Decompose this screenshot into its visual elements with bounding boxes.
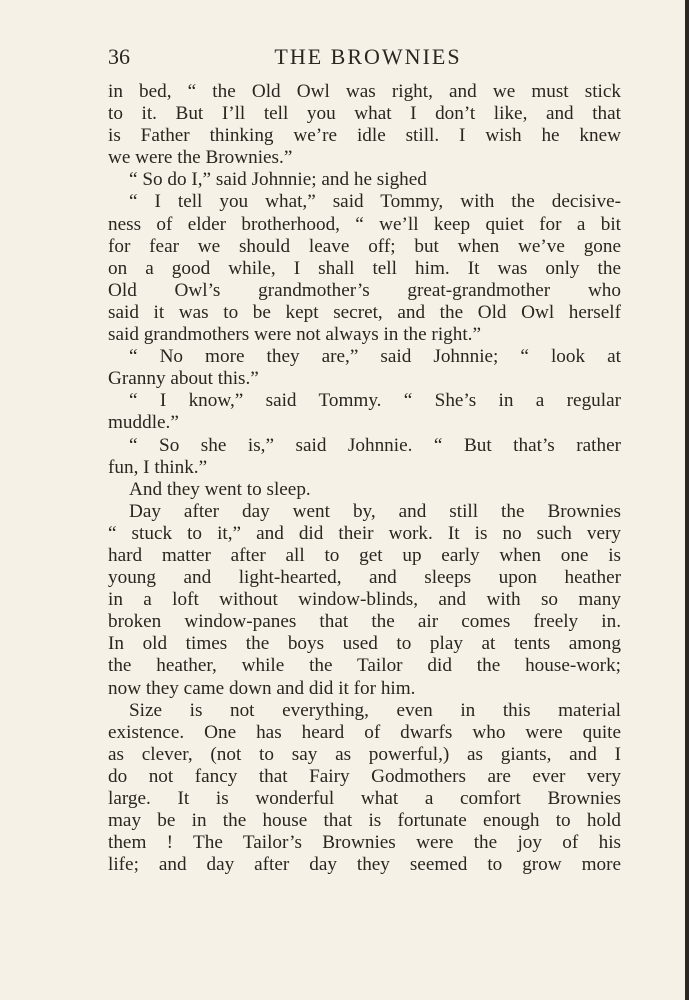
text-line: young and light-hearted, and sleeps upon heather <box>108 567 621 589</box>
text-line: them ! The Tailor’s Brownies were the joy of his <box>108 832 621 854</box>
page-header <box>108 42 628 72</box>
text-line: in a loft without window-blinds, and with so many <box>108 589 621 611</box>
text-line: do not fancy that Fairy Godmothers are ever very <box>108 765 621 787</box>
text-line: “ stuck to it,” and did their work. It is no such very <box>108 522 621 544</box>
text-line: Granny about this.” <box>108 368 259 390</box>
text-line: “ I know,” said Tommy. “ She’s in a regular <box>129 390 621 412</box>
text-line: is Father thinking we’re idle still. I wish he knew <box>108 125 621 147</box>
text-line: may be in the house that is fortunate enough to hold <box>108 810 621 832</box>
running-title: THE BROWNIES <box>274 44 462 69</box>
text-line: in bed, “ the Old Owl was right, and we must stick <box>108 81 621 102</box>
text-line: large. It is wonderful what a comfort Brownies <box>108 788 621 809</box>
text-line: Size is not everything, even in this material <box>129 699 621 721</box>
text-line: existence. One has heard of dwarfs who were quite <box>108 721 621 743</box>
text-line: hard matter after all to get up early when one is <box>108 544 621 566</box>
text-line: to it. But I’ll tell you what I don’t like, and that <box>108 103 621 125</box>
text-line: said it was to be kept secret, and the Old Owl herself <box>108 301 621 323</box>
body-text <box>108 81 621 876</box>
text-line: on a good while, I shall tell him. It was only the <box>108 257 621 279</box>
text-line: “ So do I,” said Johnnie; and he sighed <box>129 169 427 191</box>
text-line: as clever, (not to say as powerful,) as giants, and I <box>108 743 621 765</box>
text-line: “ No more they are,” said Johnnie; “ look at <box>129 346 621 368</box>
text-line: said grandmothers were not always in the right.” <box>108 324 481 346</box>
text-line: “ I tell you what,” said Tommy, with the decisive- <box>129 191 621 213</box>
page-number: 36 <box>108 44 130 69</box>
text-line: life; and day after day they seemed to grow more <box>108 854 621 876</box>
text-line: for fear we should leave off; but when we’ve gone <box>108 235 621 257</box>
text-line: we were the Brownies.” <box>108 147 293 169</box>
text-line: Old Owl’s grandmother’s great-grandmother who <box>108 279 621 301</box>
text-line: fun, I think.” <box>108 456 208 478</box>
text-line: broken window-panes that the air comes freely in. <box>108 611 621 633</box>
text-line: Day after day went by, and still the Brownies <box>129 500 621 522</box>
text-line: the heather, while the Tailor did the house-work; <box>108 655 621 677</box>
text-line: muddle.” <box>108 412 179 434</box>
text-line: “ So she is,” said Johnnie. “ But that’s rather <box>129 434 621 456</box>
text-line: ness of elder brotherhood, “ we’ll keep quiet for a bit <box>108 213 621 235</box>
page-edge <box>685 0 689 1000</box>
text-line: now they came down and did it for him. <box>108 677 416 699</box>
text-line: And they went to sleep. <box>129 478 311 500</box>
text-line: In old times the boys used to play at tents among <box>108 633 621 655</box>
